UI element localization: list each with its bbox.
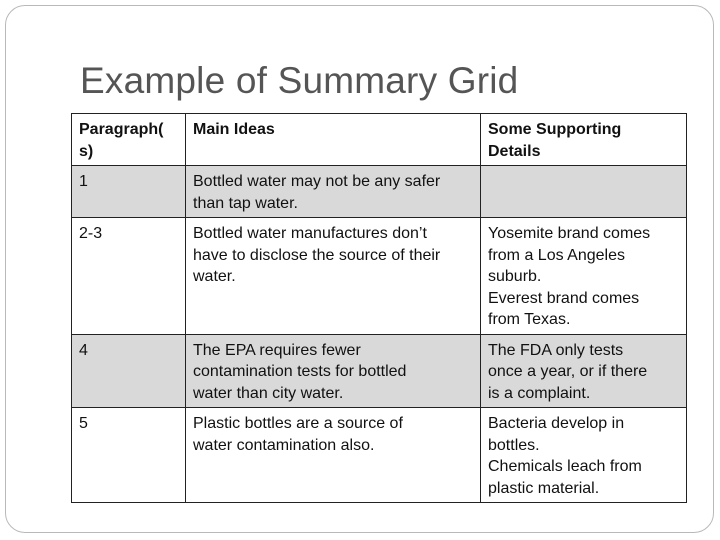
- table-row: [72, 218, 687, 335]
- cell-supporting-detail: [481, 166, 687, 218]
- summary-grid-table: [71, 113, 687, 503]
- cell-paragraph: 2-3: [72, 218, 186, 335]
- cell-main-idea: Bottled water may not be any safer than tap water.: [186, 166, 481, 218]
- cell-supporting-detail: The FDA only tests once a year, or if there is a complaint.: [481, 334, 687, 408]
- slide-title: Example of Summary Grid: [80, 60, 519, 101]
- table-row: [72, 408, 687, 503]
- header-cell-main-ideas: Main Ideas: [186, 114, 481, 166]
- cell-main-idea: Plastic bottles are a source of water contamination also.: [186, 408, 481, 503]
- cell-supporting-detail: Bacteria develop in bottles. Chemicals leach from plastic material.: [481, 408, 687, 503]
- header-cell-supporting-details: Some Supporting Details: [481, 114, 687, 166]
- cell-main-idea: Bottled water manufactures don’t have to disclose the source of their water.: [186, 218, 481, 335]
- table-row: [72, 166, 687, 218]
- table-header-row: [72, 114, 687, 166]
- header-cell-paragraphs: Paragraph( s): [72, 114, 186, 166]
- table-row: [72, 334, 687, 408]
- cell-paragraph: 4: [72, 334, 186, 408]
- cell-supporting-detail: Yosemite brand comes from a Los Angeles suburb. Everest brand comes from Texas.: [481, 218, 687, 335]
- cell-main-idea: The EPA requires fewer contamination tests for bottled water than city water.: [186, 334, 481, 408]
- cell-paragraph: 5: [72, 408, 186, 503]
- cell-paragraph: 1: [72, 166, 186, 218]
